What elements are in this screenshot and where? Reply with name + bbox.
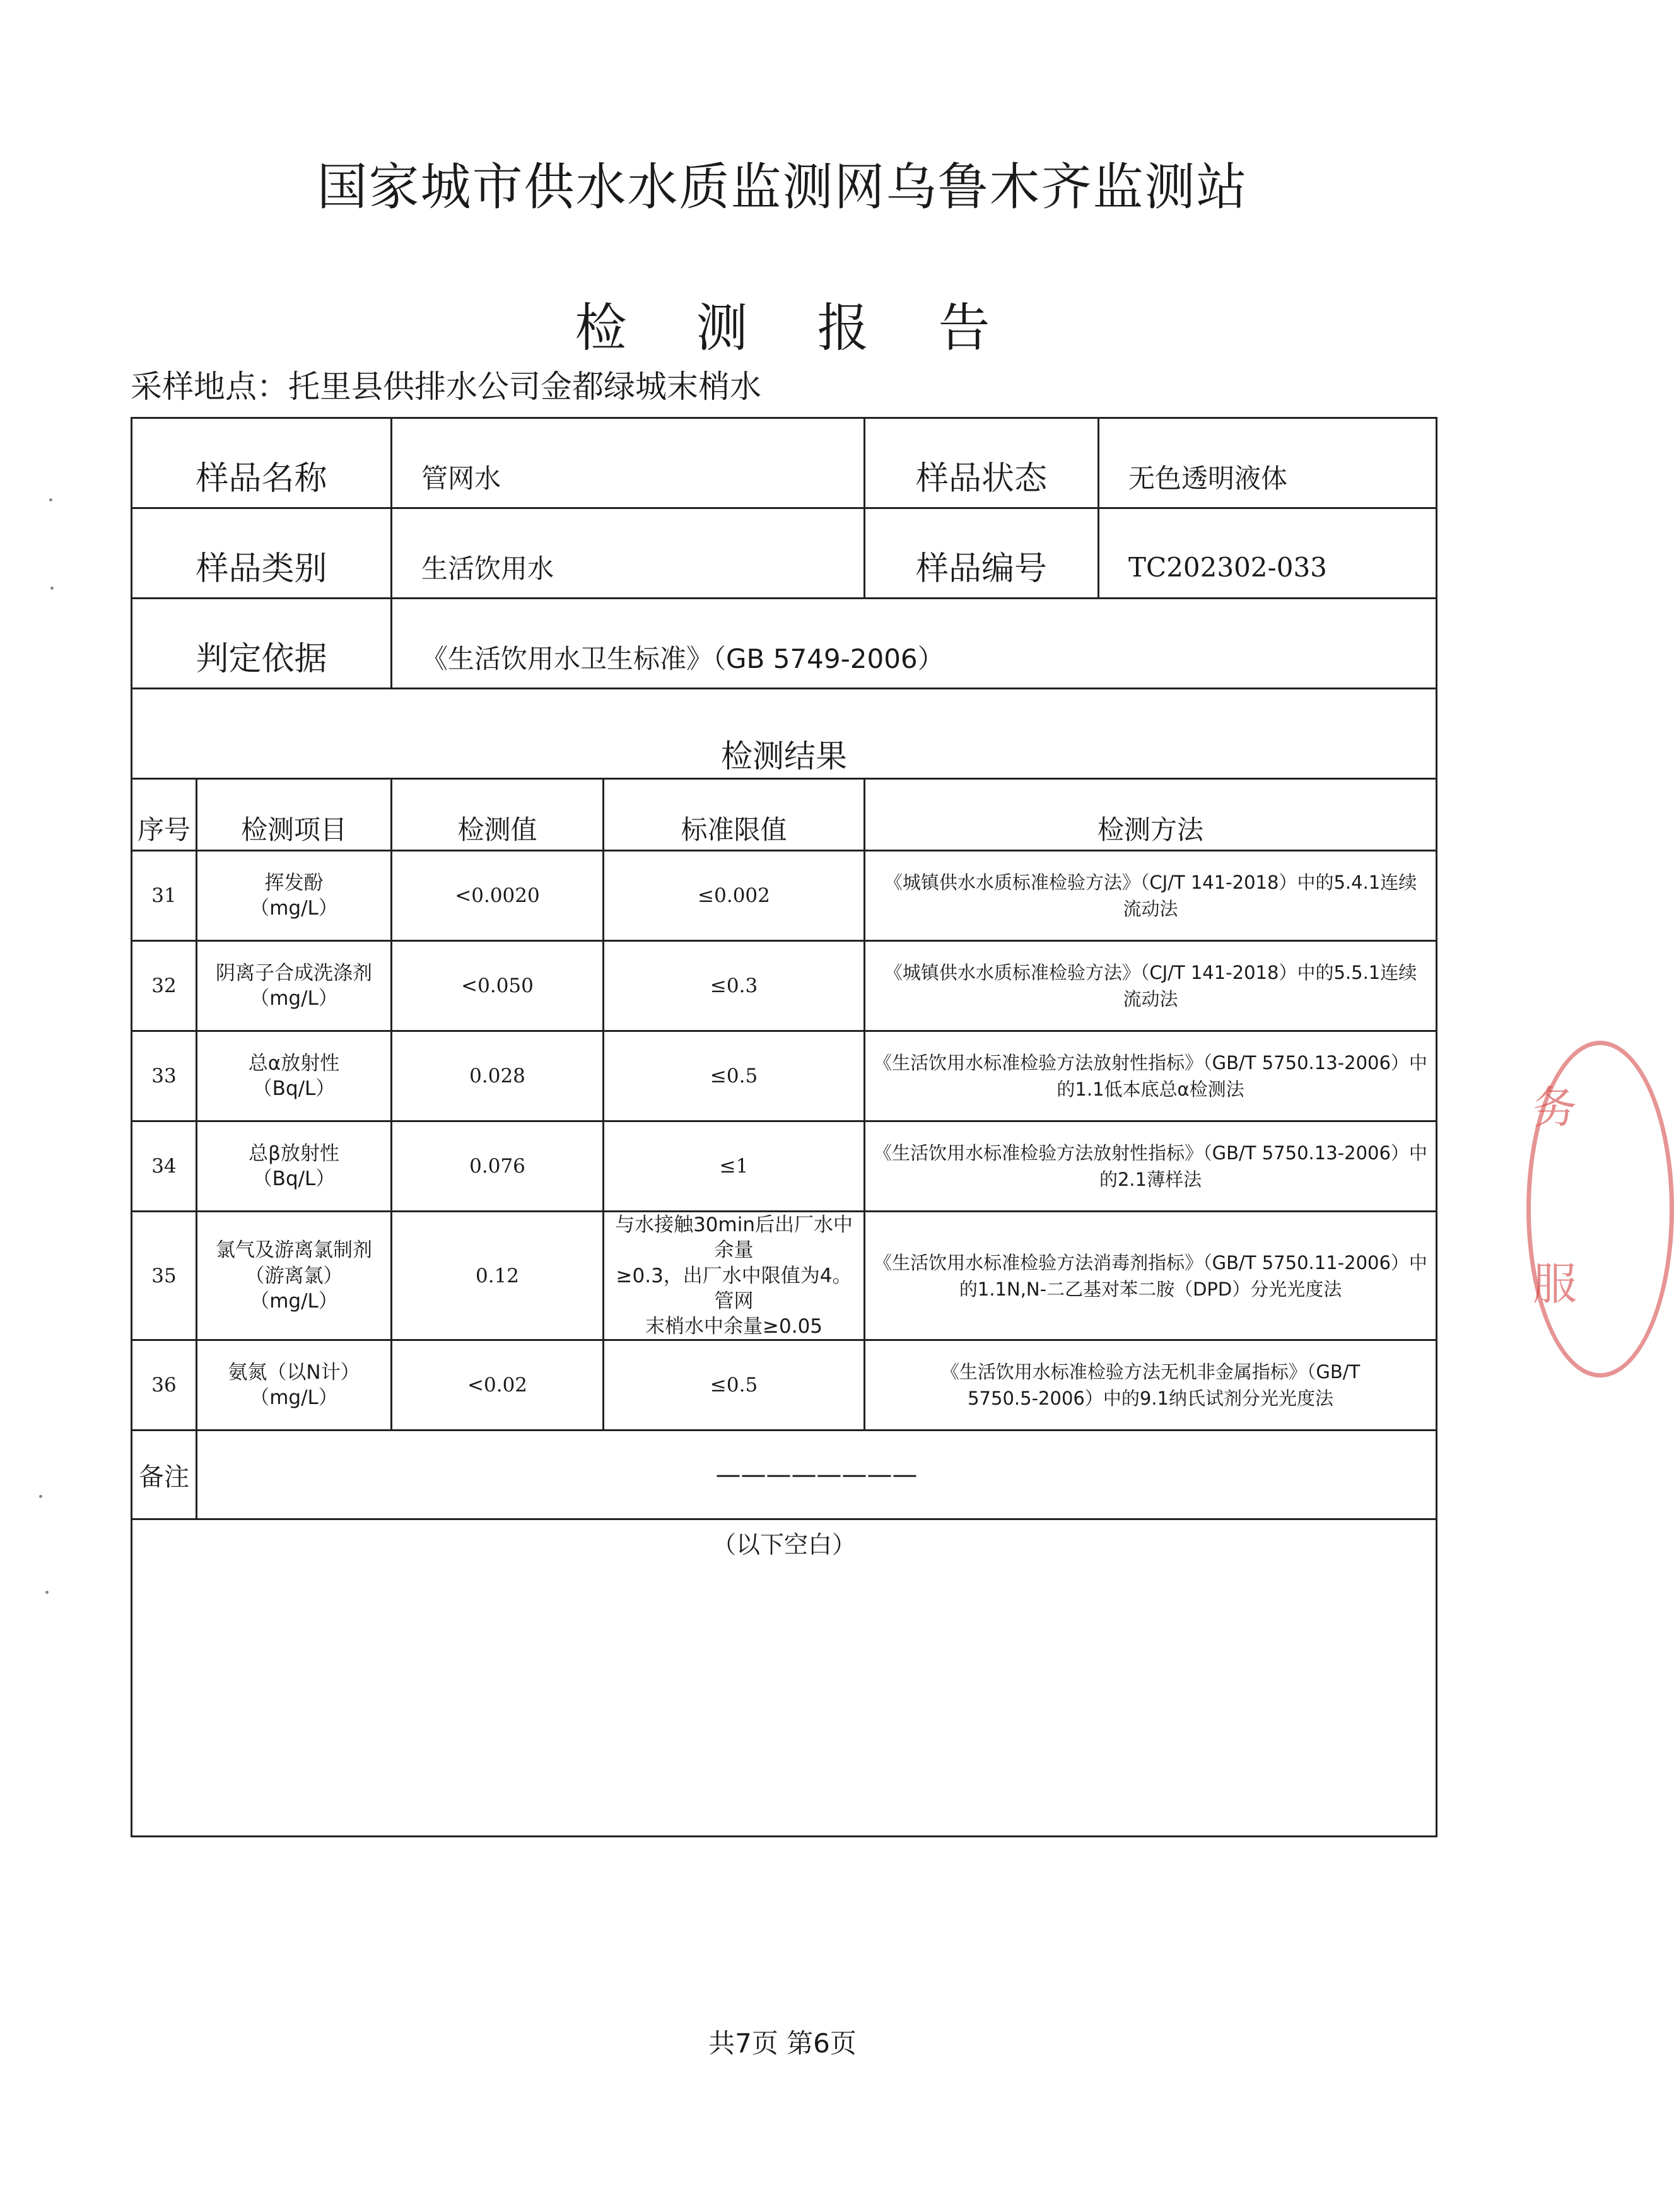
item-name: 氨氮（以N计） <box>228 1361 360 1384</box>
row-item <box>197 941 392 1031</box>
sample-category-value: 生活饮用水 <box>392 508 865 599</box>
limit-line-2: ≥0.3，出厂水中限值为4。管网 <box>616 1264 852 1313</box>
sample-name-label: 样品名称 <box>132 418 392 508</box>
method-line-2: 的2.1薄样法 <box>1099 1169 1202 1190</box>
sample-row-2 <box>132 508 1437 599</box>
row-method <box>865 851 1437 941</box>
report-title: 检测报告 <box>575 298 1060 358</box>
item-unit: （Bq/L） <box>252 1077 336 1100</box>
table-row <box>132 941 1437 1031</box>
row-item <box>197 1340 392 1431</box>
row-no: 36 <box>132 1340 197 1431</box>
col-header-item: 检测项目 <box>197 779 392 851</box>
col-header-limit: 标准限值 <box>604 779 865 851</box>
item-name: 挥发酚 <box>264 871 324 894</box>
sample-category-label: 样品类别 <box>132 508 392 599</box>
row-method <box>865 1121 1437 1212</box>
table-row <box>132 1121 1437 1212</box>
method-line-1: 《生活饮用水标准检验方法放射性指标》（GB/T 5750.13-2006）中 <box>874 1142 1427 1164</box>
item-unit: （Bq/L） <box>252 1167 336 1190</box>
table-row <box>132 1340 1437 1431</box>
scan-speck <box>50 587 54 590</box>
row-item <box>197 851 392 941</box>
stamp-char-1: 务 <box>1533 1082 1577 1133</box>
organization-name: 国家城市供水水质监测网乌鲁木齐监测站 <box>317 158 1248 216</box>
col-header-value: 检测值 <box>392 779 604 851</box>
method-line-2: 流动法 <box>1123 988 1178 1010</box>
row-no: 35 <box>132 1212 197 1340</box>
sample-number-value: TC202302-033 <box>1099 508 1437 599</box>
method-line-1: 《生活饮用水标准检验方法消毒剂指标》（GB/T 5750.11-2006）中 <box>874 1251 1427 1273</box>
sample-state-value: 无色透明液体 <box>1099 418 1437 508</box>
stamp-char-2: 服 <box>1533 1258 1577 1310</box>
row-value: <0.050 <box>392 941 604 1031</box>
row-limit: ≤0.5 <box>604 1340 865 1431</box>
row-no: 34 <box>132 1121 197 1212</box>
row-item <box>197 1121 392 1212</box>
item-name-line-2: （游离氯） <box>245 1264 343 1287</box>
item-unit: （mg/L） <box>250 987 338 1010</box>
limit-line-3: 末梢水中余量≥0.05 <box>645 1315 823 1338</box>
remark-value: ———————— <box>197 1431 1437 1519</box>
row-item <box>197 1212 392 1340</box>
basis-label: 判定依据 <box>132 599 392 689</box>
row-limit: ≤0.002 <box>604 851 865 941</box>
sample-row-3 <box>132 599 1437 689</box>
row-no: 31 <box>132 851 197 941</box>
method-line-2: 5750.5-2006）中的9.1纳氏试剂分光光度法 <box>968 1388 1333 1410</box>
col-header-method: 检测方法 <box>865 779 1437 851</box>
results-title-row <box>132 689 1437 779</box>
row-item <box>197 1031 392 1121</box>
row-no: 33 <box>132 1031 197 1121</box>
row-limit <box>604 1212 865 1340</box>
row-value: 0.12 <box>392 1212 604 1340</box>
remark-row <box>132 1431 1437 1519</box>
scan-speck <box>45 1591 49 1594</box>
item-name: 总α放射性 <box>248 1051 340 1075</box>
row-limit: ≤1 <box>604 1121 865 1212</box>
method-line-2: 的1.1低本底总α检测法 <box>1056 1079 1244 1100</box>
item-unit: （mg/L） <box>250 1289 338 1313</box>
report-table <box>131 417 1437 1837</box>
row-value: <0.02 <box>392 1340 604 1431</box>
sample-state-label: 样品状态 <box>865 418 1099 508</box>
scan-speck <box>39 1495 42 1498</box>
blank-below-note: （以下空白） <box>132 1519 1437 1837</box>
table-row <box>132 1212 1437 1340</box>
page-number: 共7页 第6页 <box>708 2028 857 2059</box>
row-value: 0.076 <box>392 1121 604 1212</box>
method-line-2: 流动法 <box>1123 898 1178 920</box>
col-header-no: 序号 <box>132 779 197 851</box>
method-line-1: 《城镇供水水质标准检验方法》（CJ/T 141-2018）中的5.4.1连续 <box>884 871 1417 893</box>
row-limit: ≤0.5 <box>604 1031 865 1121</box>
table-row <box>132 851 1437 941</box>
item-unit: （mg/L） <box>250 1386 338 1410</box>
row-value: <0.0020 <box>392 851 604 941</box>
limit-line-1: 与水接触30min后出厂水中余量 <box>615 1214 853 1262</box>
blank-row <box>132 1519 1437 1837</box>
row-limit: ≤0.3 <box>604 941 865 1031</box>
row-method <box>865 1031 1437 1121</box>
method-line-2: 的1.1N,N-二乙基对苯二胺（DPD）分光光度法 <box>959 1278 1342 1300</box>
scan-speck <box>49 498 52 501</box>
item-name: 阴离子合成洗涤剂 <box>216 961 372 985</box>
row-method <box>865 941 1437 1031</box>
method-line-1: 《城镇供水水质标准检验方法》（CJ/T 141-2018）中的5.5.1连续 <box>884 961 1417 983</box>
item-unit: （mg/L） <box>250 897 338 920</box>
sample-number-label: 样品编号 <box>865 508 1099 599</box>
item-name: 总β放射性 <box>249 1142 339 1165</box>
basis-value: 《生活饮用水卫生标准》（GB 5749-2006） <box>392 599 1437 689</box>
method-line-1: 《生活饮用水标准检验方法放射性指标》（GB/T 5750.13-2006）中 <box>874 1051 1427 1074</box>
table-row <box>132 1031 1437 1121</box>
row-method <box>865 1340 1437 1431</box>
row-no: 32 <box>132 941 197 1031</box>
results-title: 检测结果 <box>132 689 1437 779</box>
sampling-location: 采样地点：托里县供排水公司金都绿城末梢水 <box>131 368 761 405</box>
item-name: 氯气及游离氯制剂 <box>216 1239 372 1262</box>
row-value: 0.028 <box>392 1031 604 1121</box>
sample-row-1 <box>132 418 1437 508</box>
method-line-1: 《生活饮用水标准检验方法无机非金属指标》（GB/T <box>940 1361 1361 1383</box>
remark-label: 备注 <box>132 1431 197 1519</box>
row-method <box>865 1212 1437 1340</box>
sample-name-value: 管网水 <box>392 418 865 508</box>
column-header-row <box>132 779 1437 851</box>
